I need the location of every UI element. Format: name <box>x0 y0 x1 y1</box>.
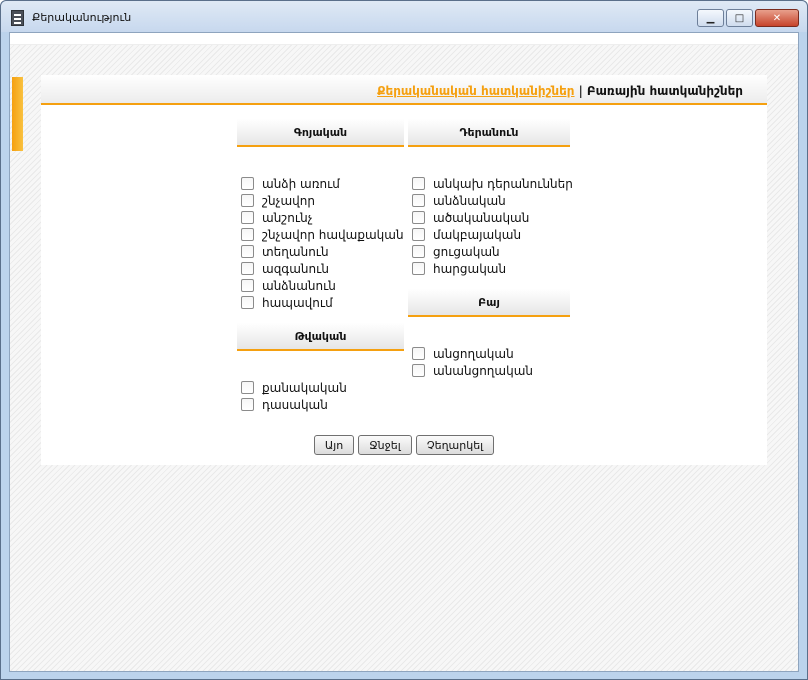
header-links <box>377 84 743 98</box>
top-strip <box>10 33 798 45</box>
checkbox-label: անցողական <box>433 346 514 361</box>
grammatical-features-link[interactable]: Քերականական հատկանիշներ <box>377 84 575 98</box>
checkbox-label: անձի առում <box>262 176 340 191</box>
pronoun-section-header: Դերանուն <box>408 119 570 147</box>
verb-option[interactable] <box>412 345 533 362</box>
checkbox[interactable] <box>241 211 254 224</box>
checkbox-label: անանցողական <box>433 363 533 378</box>
noun-checkbox-list <box>241 175 404 311</box>
noun-option[interactable] <box>241 175 404 192</box>
checkbox-label: քանակական <box>262 380 347 395</box>
noun-option[interactable] <box>241 260 404 277</box>
maximize-button[interactable]: □ <box>726 9 753 27</box>
lexical-features-link[interactable]: Բառային հատկանիշներ <box>586 84 743 98</box>
noun-option[interactable] <box>241 226 404 243</box>
checkbox[interactable] <box>241 296 254 309</box>
pronoun-option[interactable] <box>412 175 573 192</box>
pronoun-option[interactable] <box>412 192 573 209</box>
pronoun-checkbox-list <box>412 175 573 277</box>
noun-option[interactable] <box>241 243 404 260</box>
checkbox[interactable] <box>241 177 254 190</box>
minimize-button[interactable]: ▁ <box>697 9 724 27</box>
checkbox-label: դասական <box>262 397 328 412</box>
client-area <box>9 32 799 672</box>
noun-option[interactable] <box>241 294 404 311</box>
checkbox-label: անշունչ <box>262 210 313 225</box>
checkbox[interactable] <box>241 262 254 275</box>
checkbox-label: տեղանուն <box>262 244 329 259</box>
checkbox-label: անձնական <box>433 193 506 208</box>
panel-header <box>41 75 767 105</box>
verb-checkbox-list <box>412 345 533 379</box>
window-controls <box>697 9 799 27</box>
checkbox-label: շնչավոր հավաքական <box>262 227 404 242</box>
checkbox[interactable] <box>412 262 425 275</box>
checkbox[interactable] <box>412 228 425 241</box>
noun-option[interactable] <box>241 209 404 226</box>
verb-option[interactable] <box>412 362 533 379</box>
pronoun-option[interactable] <box>412 260 573 277</box>
checkbox-label: ազգանուն <box>262 261 329 276</box>
checkbox-label: շնչավոր <box>262 193 315 208</box>
clear-button[interactable]: Ջնջել <box>358 435 412 455</box>
checkbox[interactable] <box>241 194 254 207</box>
noun-option[interactable] <box>241 192 404 209</box>
checkbox[interactable] <box>412 177 425 190</box>
window-title: Քերականություն <box>32 11 132 24</box>
checkbox-label: հապավում <box>262 295 333 310</box>
checkbox[interactable] <box>241 279 254 292</box>
checkbox[interactable] <box>412 211 425 224</box>
checkbox[interactable] <box>412 364 425 377</box>
action-buttons <box>41 435 767 455</box>
cancel-button[interactable]: Չեղարկել <box>416 435 494 455</box>
grammar-panel <box>41 75 767 465</box>
checkbox[interactable] <box>412 347 425 360</box>
checkbox[interactable] <box>412 245 425 258</box>
checkbox-label: ցուցական <box>433 244 500 259</box>
pronoun-option[interactable] <box>412 226 573 243</box>
checkbox-label: անկախ դերանուններ <box>433 176 573 191</box>
checkbox[interactable] <box>241 398 254 411</box>
pronoun-option[interactable] <box>412 243 573 260</box>
side-accent-bar <box>12 77 23 151</box>
numeral-checkbox-list <box>241 379 347 413</box>
noun-section-header: Գոյական <box>237 119 404 147</box>
checkbox[interactable] <box>241 245 254 258</box>
numeral-option[interactable] <box>241 396 347 413</box>
ok-button[interactable]: Այո <box>314 435 354 455</box>
numeral-section-header: Թվական <box>237 323 404 351</box>
checkbox-label: ածականական <box>433 210 530 225</box>
document-icon <box>11 10 24 26</box>
verb-section-header: Բայ <box>408 289 570 317</box>
checkbox-label: մակբայական <box>433 227 522 242</box>
close-button[interactable]: ✕ <box>755 9 799 27</box>
header-separator: | <box>578 84 583 98</box>
noun-option[interactable] <box>241 277 404 294</box>
checkbox-label: հարցական <box>433 261 507 276</box>
checkbox[interactable] <box>241 381 254 394</box>
checkbox[interactable] <box>241 228 254 241</box>
checkbox[interactable] <box>412 194 425 207</box>
pronoun-option[interactable] <box>412 209 573 226</box>
checkbox-label: անձնանուն <box>262 278 336 293</box>
title-bar <box>1 1 807 32</box>
numeral-option[interactable] <box>241 379 347 396</box>
